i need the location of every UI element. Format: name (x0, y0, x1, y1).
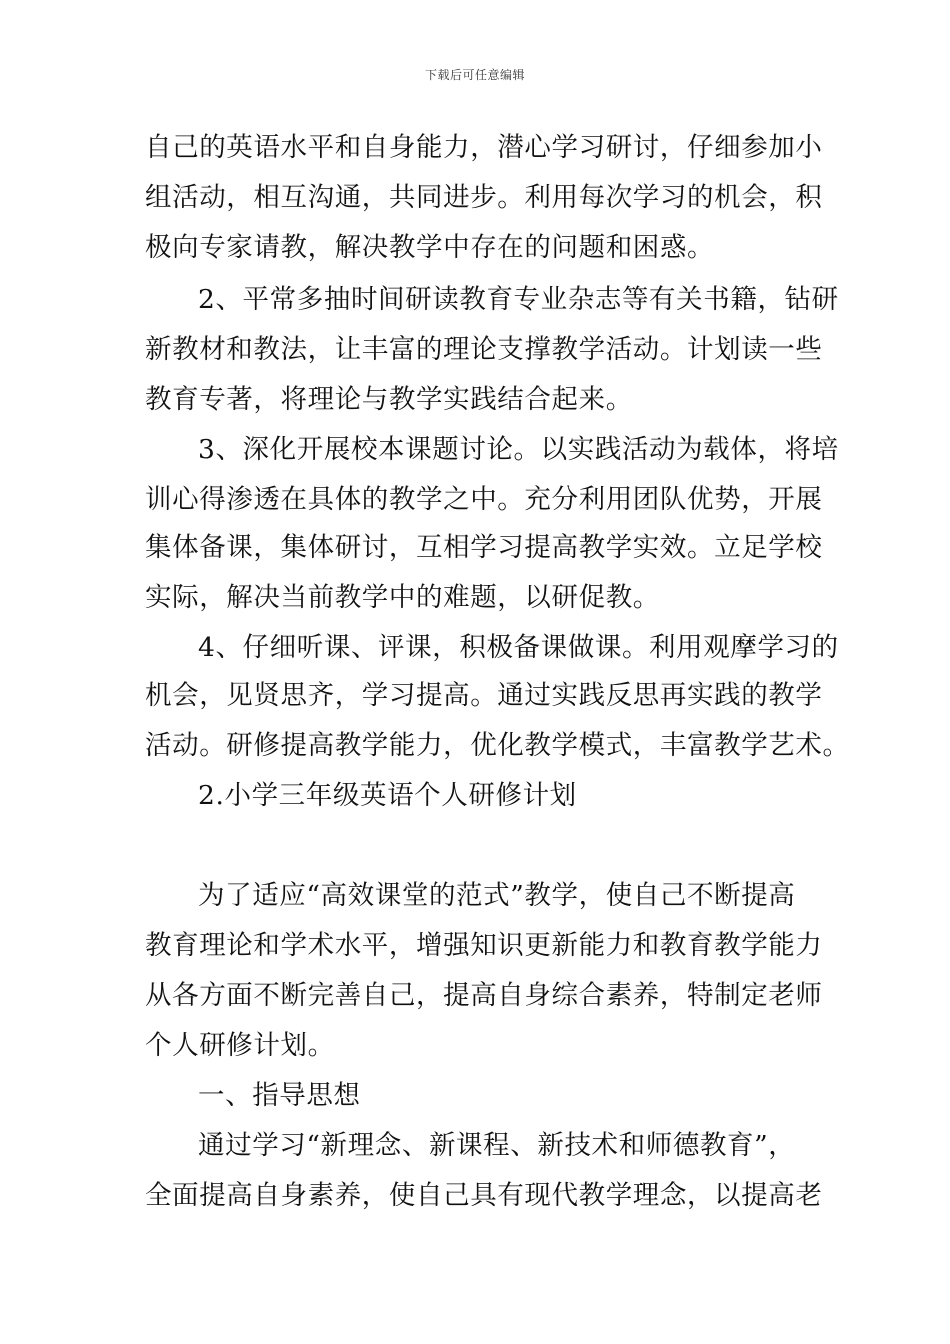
body-line-paragraph-start: 为了适应“高效课堂的范式”教学，使自己不断提高 (198, 880, 796, 911)
body-line: 集体备课，集体研讨，互相学习提高教学实效。立足学校 (145, 532, 823, 563)
section-heading: 2.小学三年级英语个人研修计划 (198, 780, 577, 811)
body-line: 全面提高自身素养，使自己具有现代教学理念，以提高老 (145, 1180, 823, 1211)
body-line: 个人研修计划。 (145, 1030, 335, 1061)
body-line-paragraph-start: 3、深化开展校本课题讨论。以实践活动为载体，将培 (198, 434, 839, 465)
body-line: 机会，见贤思齐，学习提高。通过实践反思再实践的教学 (145, 680, 823, 711)
body-line: 自己的英语水平和自身能力，潜心学习研讨，仔细参加小 (145, 132, 823, 163)
subsection-heading: 一、指导思想 (198, 1080, 361, 1111)
body-line-paragraph-start: 通过学习“新理念、新课程、新技术和师德教育”， (198, 1130, 796, 1161)
body-line: 教育专著，将理论与教学实践结合起来。 (145, 384, 633, 415)
body-line: 活动。研修提高教学能力，优化教学模式，丰富教学艺术。 (145, 730, 850, 761)
body-line: 极向专家请教，解决教学中存在的问题和困惑。 (145, 232, 715, 263)
body-line-paragraph-start: 4、仔细听课、评课，积极备课做课。利用观摩学习的 (198, 632, 839, 663)
body-line-paragraph-start: 2、平常多抽时间研读教育专业杂志等有关书籍，钻研 (198, 284, 839, 315)
body-line: 训心得渗透在具体的教学之中。充分利用团队优势，开展 (145, 484, 823, 515)
body-line: 组活动，相互沟通，共同进步。利用每次学习的机会，积 (145, 182, 823, 213)
body-line: 实际，解决当前教学中的难题，以研促教。 (145, 582, 660, 613)
body-line: 从各方面不断完善自己，提高自身综合素养，特制定老师 (145, 980, 823, 1011)
body-line: 新教材和教法，让丰富的理论支撑教学活动。计划读一些 (145, 334, 823, 365)
body-line: 教育理论和学术水平，增强知识更新能力和教育教学能力 (145, 930, 823, 961)
page-header-note: 下载后可任意编辑 (424, 68, 525, 82)
